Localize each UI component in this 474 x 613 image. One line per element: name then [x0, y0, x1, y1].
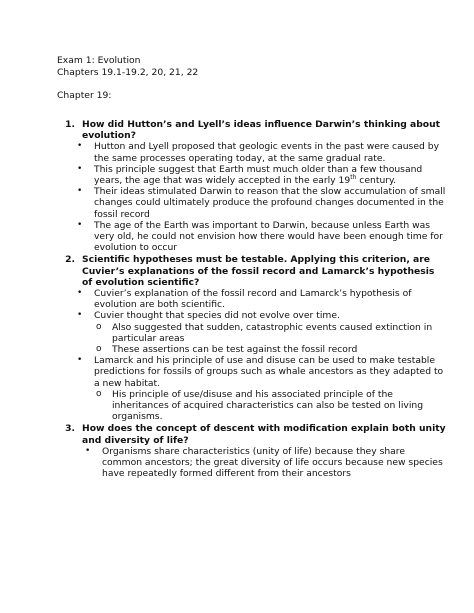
list-item: • Cuvier’s explanation of the fossil record and Lamarck’s hypothesis of evolution are both scientific. [77, 288, 412, 311]
question-number: 1. [65, 119, 75, 130]
question-text: Scientific hypotheses must be testable. Applying this criterion, are Cuvier’s explanations of the fossil record and Lamarck’s hypothesis of evolution scientific? [82, 254, 435, 288]
chapter-heading: Chapter 19: [57, 90, 112, 101]
list-item: • Hutton and Lyell proposed that geologic events in the past were caused by the same processes operating today, at the same gradual rate. [77, 141, 440, 164]
question-1 [57, 119, 447, 141]
question-2 [57, 254, 447, 288]
bullet-icon: • [77, 355, 83, 366]
circle-bullet-icon: o [96, 388, 102, 399]
superscript: th [350, 173, 357, 181]
circle-bullet-icon: o [96, 344, 102, 355]
question-2-answers-cont [57, 355, 447, 389]
question-3-answers [77, 446, 447, 480]
question-text: How did Hutton’s and Lyell’s ideas influence Darwin’s thinking about evolution? [82, 119, 441, 142]
bullet-icon: • [77, 219, 83, 230]
bullet-icon: • [77, 186, 83, 197]
lamarck-sublist [57, 389, 447, 423]
sub-list-item: o These assertions can be test against the fossil record [96, 344, 358, 356]
list-item: • Their ideas stimulated Darwin to reason that the slow accumulation of small changes could ultimately produce the profound changes documented in the fossil record [77, 186, 446, 220]
list-item: • This principle suggest that Earth must much older than a few thousand years, the age that was widely accepted in the early 19th century. [77, 163, 423, 187]
bullet-icon: • [77, 310, 83, 321]
question-text: How does the concept of descent with modification explain both unity and diversity of life? [82, 423, 446, 446]
bullet-icon: • [77, 163, 83, 174]
list-item: • The age of the Earth was important to Darwin, because unless Earth was very old, he could not envision how there would have been enough time for evolution to occur [77, 219, 443, 254]
question-list [57, 118, 447, 480]
exam-title: Exam 1: Evolution [57, 55, 141, 66]
cuvier-sublist [57, 322, 447, 356]
list-item: • Cuvier thought that species did not evolve over time. [77, 310, 340, 322]
list-item: • Organisms share characteristics (unity of life) because they share common ancestors; the great diversity of life occurs because new species have repeatedly formed different from their ancestors [85, 445, 443, 480]
bullet-icon: • [85, 445, 91, 456]
bullet-icon: • [77, 141, 83, 152]
sub-list-item: o His principle of use/disuse and his associated principle of the inheritances of acquired characteristics can also be tested on living organisms. [96, 388, 424, 423]
circle-bullet-icon: o [96, 321, 102, 332]
question-1-answers [57, 141, 447, 253]
bullet-icon: • [77, 288, 83, 299]
sub-list-item: o Also suggested that sudden, catastrophic events caused extinction in particular areas [96, 321, 433, 344]
question-number: 2. [65, 254, 75, 266]
question-number: 3. [65, 423, 75, 435]
question-2-answers [57, 288, 447, 322]
document-header [57, 55, 198, 78]
chapters-line: Chapters 19.1-19.2, 20, 21, 22 [57, 66, 199, 78]
list-item: • Lamarck and his principle of use and disuse can be used to make testable predictions for fossils of groups such as whale ancestors as they adapted to a new habitat. [77, 355, 444, 389]
question-3 [57, 423, 447, 445]
